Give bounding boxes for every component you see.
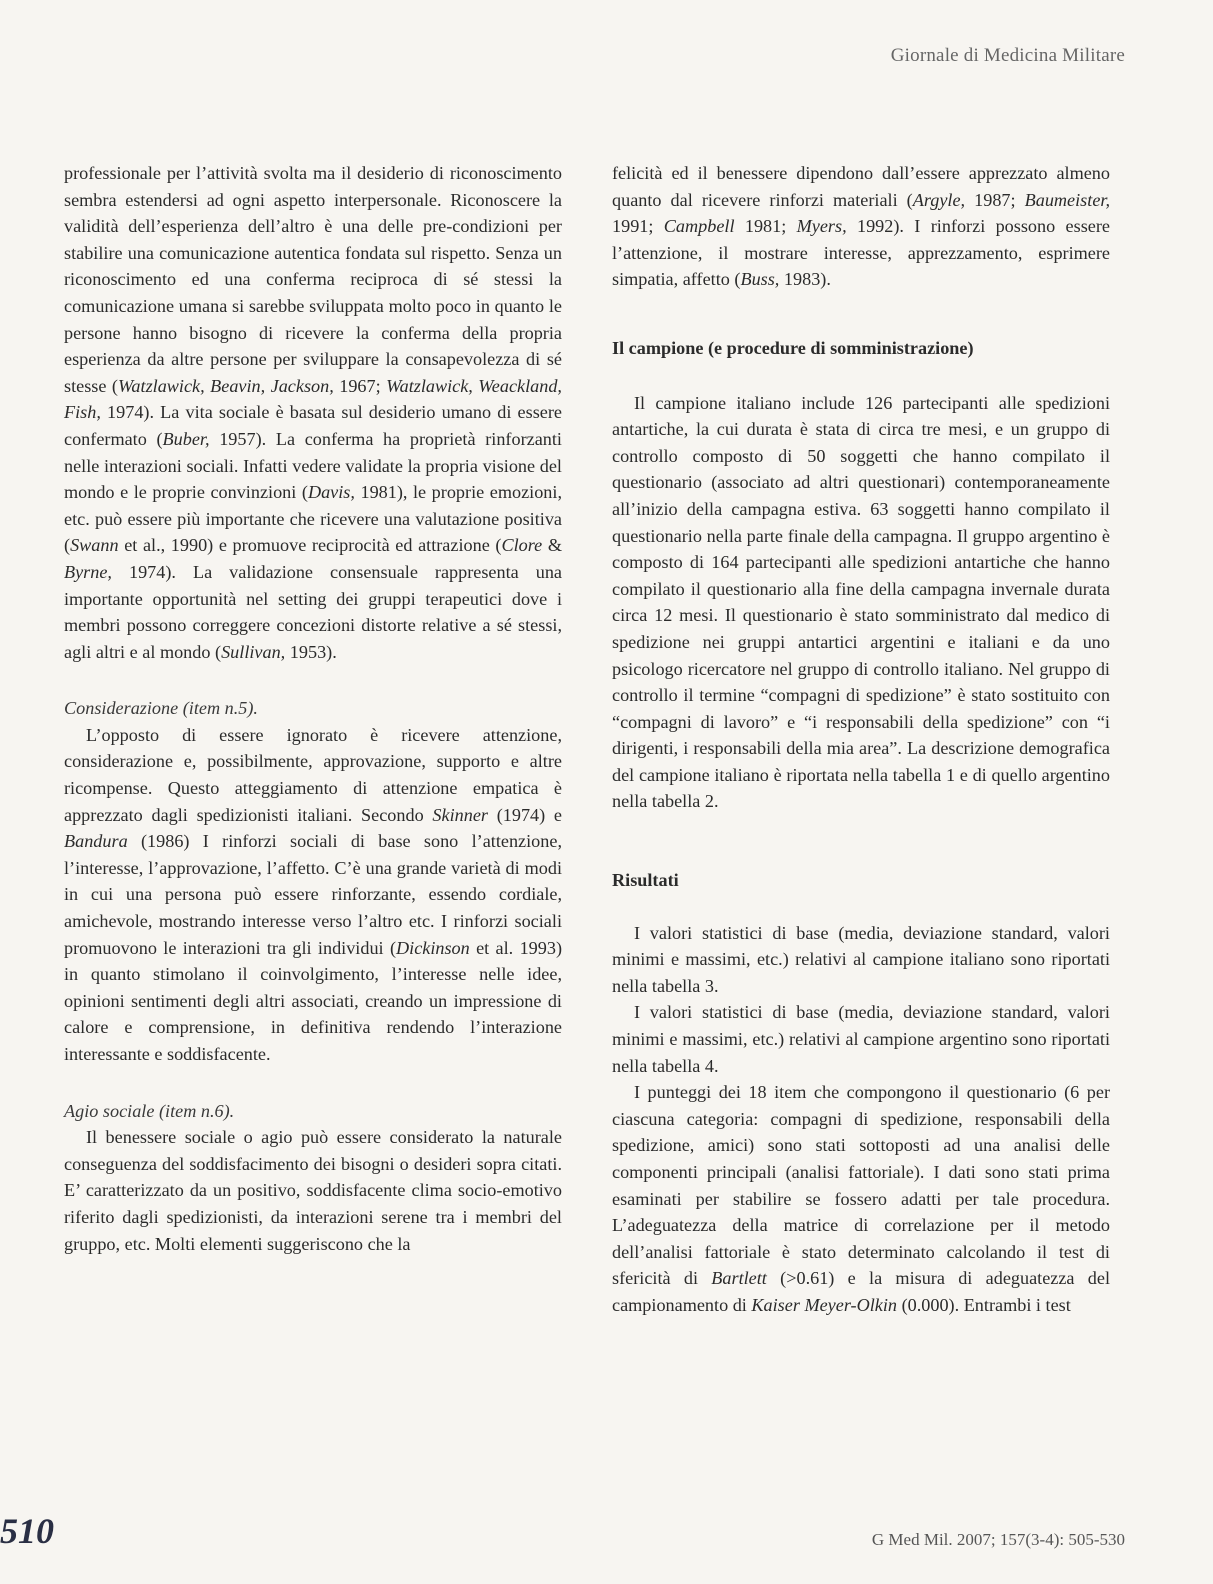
section-heading-campione: Il campione (e procedure di somministrazione) (612, 337, 974, 358)
body-paragraph: Il campione italiano include 126 partecipanti alle spedizioni antartiche, la cui durata è stata di circa tre mesi, e un gruppo di controllo composto di 50 soggetti che hanno compilato il questionario (associato ad altri questionari) contemporaneamente all’inizio della campagna estiva. 63 soggetti hanno compilato il questionario nella parte finale della campagna. Il gruppo argentino è composto di 164 partecipanti alle spedizioni antartiche che hanno compilato il questionario alla fine della campagna invernale durata circa 12 mesi. Il questionario è stato somministrato dal medico di spedizione nei gruppi antartici argentini e italiani e da uno psicologo ricercatore nel gruppo di controllo italiano. Nel gruppo di controllo il termine “compagni di spedizione” è stato sostituito con “compagni di lavoro” e “i responsabili della spedizione” con “i dirigenti, i responsabili della mia area”. La descrizione demografica del campione italiano è riportata nella tabella 1 e di quello argentino nella tabella 2. (612, 392, 1110, 812)
body-paragraph: I valori statistici di base (media, deviazione standard, valori minimi e massimi, etc.) relativi al campione italiano sono riportati nella tabella 3. (612, 922, 1110, 996)
journal-title: Giornale di Medicina Militare (890, 45, 1125, 66)
subheading-considerazione: Considerazione (item n.5). (64, 698, 258, 719)
body-paragraph: professionale per l’attività svolta ma il desiderio di riconoscimento sembra estendersi ad ogni aspetto interpersonale. Riconoscere la validità dell’esperienza dell’altro è una delle pre-condizioni per stabilire una comunicazione autentica fondata sul rispetto. Senza un riconoscimento ed una conferma reciproca di sé stessi la comunicazione umana si sarebbe sviluppata molto poco in quanto le persone hanno bisogno di ricevere la conferma della propria esperienza da altre persone per sviluppare la consapevolezza di sé stesse (Watzlawick, Beavin, Jackson, 1967; Watzlawick, Weackland, Fish, 1974). La vita sociale è basata sul desiderio umano di essere confermato (Buber, 1957). La conferma ha proprietà rinforzanti nelle interazioni sociali. Infatti vedere validate la propria visione del mondo e le proprie convinzioni (Davis, 1981), le proprie emozioni, etc. può essere più importante che ricevere una valutazione positiva (Swann et al., 1990) e promuove reciprocità ed attrazione (Clore & Byrne, 1974). La validazione consensuale rappresenta una importante opportunità nel setting dei gruppi terapeutici dove i membri possono correggere concezioni distorte relative a sé stessi, agli altri e al mondo (Sullivan, 1953). (64, 163, 562, 662)
right-column (612, 160, 1110, 1319)
body-paragraph: L’opposto di essere ignorato è ricevere attenzione, considerazione e, possibilmente, approvazione, supporto e altre ricompense. Questo atteggiamento di attenzione empatica è apprezzato dagli spedizionisti italiani. Secondo Skinner (1974) e Bandura (1986) I rinforzi sociali di base sono l’attenzione, l’interesse, l’approvazione, l’affetto. C’è una grande varietà di modi in cui una persona può essere rinforzante, essendo cordiale, amichevole, mostrando interesse verso l’altro etc. I rinforzi sociali promuovono le interazioni tra gli individui (Dickinson et al. 1993) in quanto stimolano il coinvolgimento, l’interesse nelle idee, opinioni sentimenti degli altri associati, creando un impressione di calore e comprensione, in definitiva rendendo l’interazione interessante e soddisfacente. (64, 724, 563, 1064)
subheading-agio-sociale: Agio sociale (item n.6). (64, 1100, 235, 1121)
body-paragraph: felicità ed il benessere dipendono dall’essere apprezzato almeno quanto dal ricevere rinforzi materiali (Argyle, 1987; Baumeister, 1991; Campbell 1981; Myers, 1992). I rinforzi possono essere l’attenzione, il mostrare interesse, apprezzamento, esprimere simpatia, affetto (Buss, 1983). (612, 163, 1110, 290)
page-number: 510 (0, 1511, 54, 1551)
citation-footer: G Med Mil. 2007; 157(3-4): 505-530 (871, 1530, 1125, 1549)
section-heading-risultati: Risultati (612, 870, 679, 891)
body-paragraph: I punteggi dei 18 item che compongono il questionario (6 per ciascuna categoria: compagni di spedizione, responsabili della spedizione, amici) sono stati sottoposti ad una analisi delle componenti principali (analisi fattoriale). I dati sono stati prima esaminati per stabilire se fossero adatti per tale procedura. L’adeguatezza della matrice di correlazione per il metodo dell’analisi fattoriale è stato determinato calcolando il test di sfericità di Bartlett (>0.61) e la misura di adeguatezza del campionamento di Kaiser Meyer-Olkin (0.000). Entrambi i test (612, 1082, 1110, 1315)
body-paragraph: Il benessere sociale o agio può essere considerato la naturale conseguenza del soddisfacimento dei bisogni o desideri sopra citati. E’ caratterizzato da un positivo, soddisfacente clima socio-emotivo riferito dagli spedizionisti, da interazioni serene tra i membri del gruppo, etc. Molti elementi suggeriscono che la (64, 1127, 562, 1254)
left-column (64, 160, 562, 1257)
body-paragraph: I valori statistici di base (media, deviazione standard, valori minimi e massimi, etc.) relativi al campione argentino sono riportati nella tabella 4. (612, 1002, 1110, 1076)
